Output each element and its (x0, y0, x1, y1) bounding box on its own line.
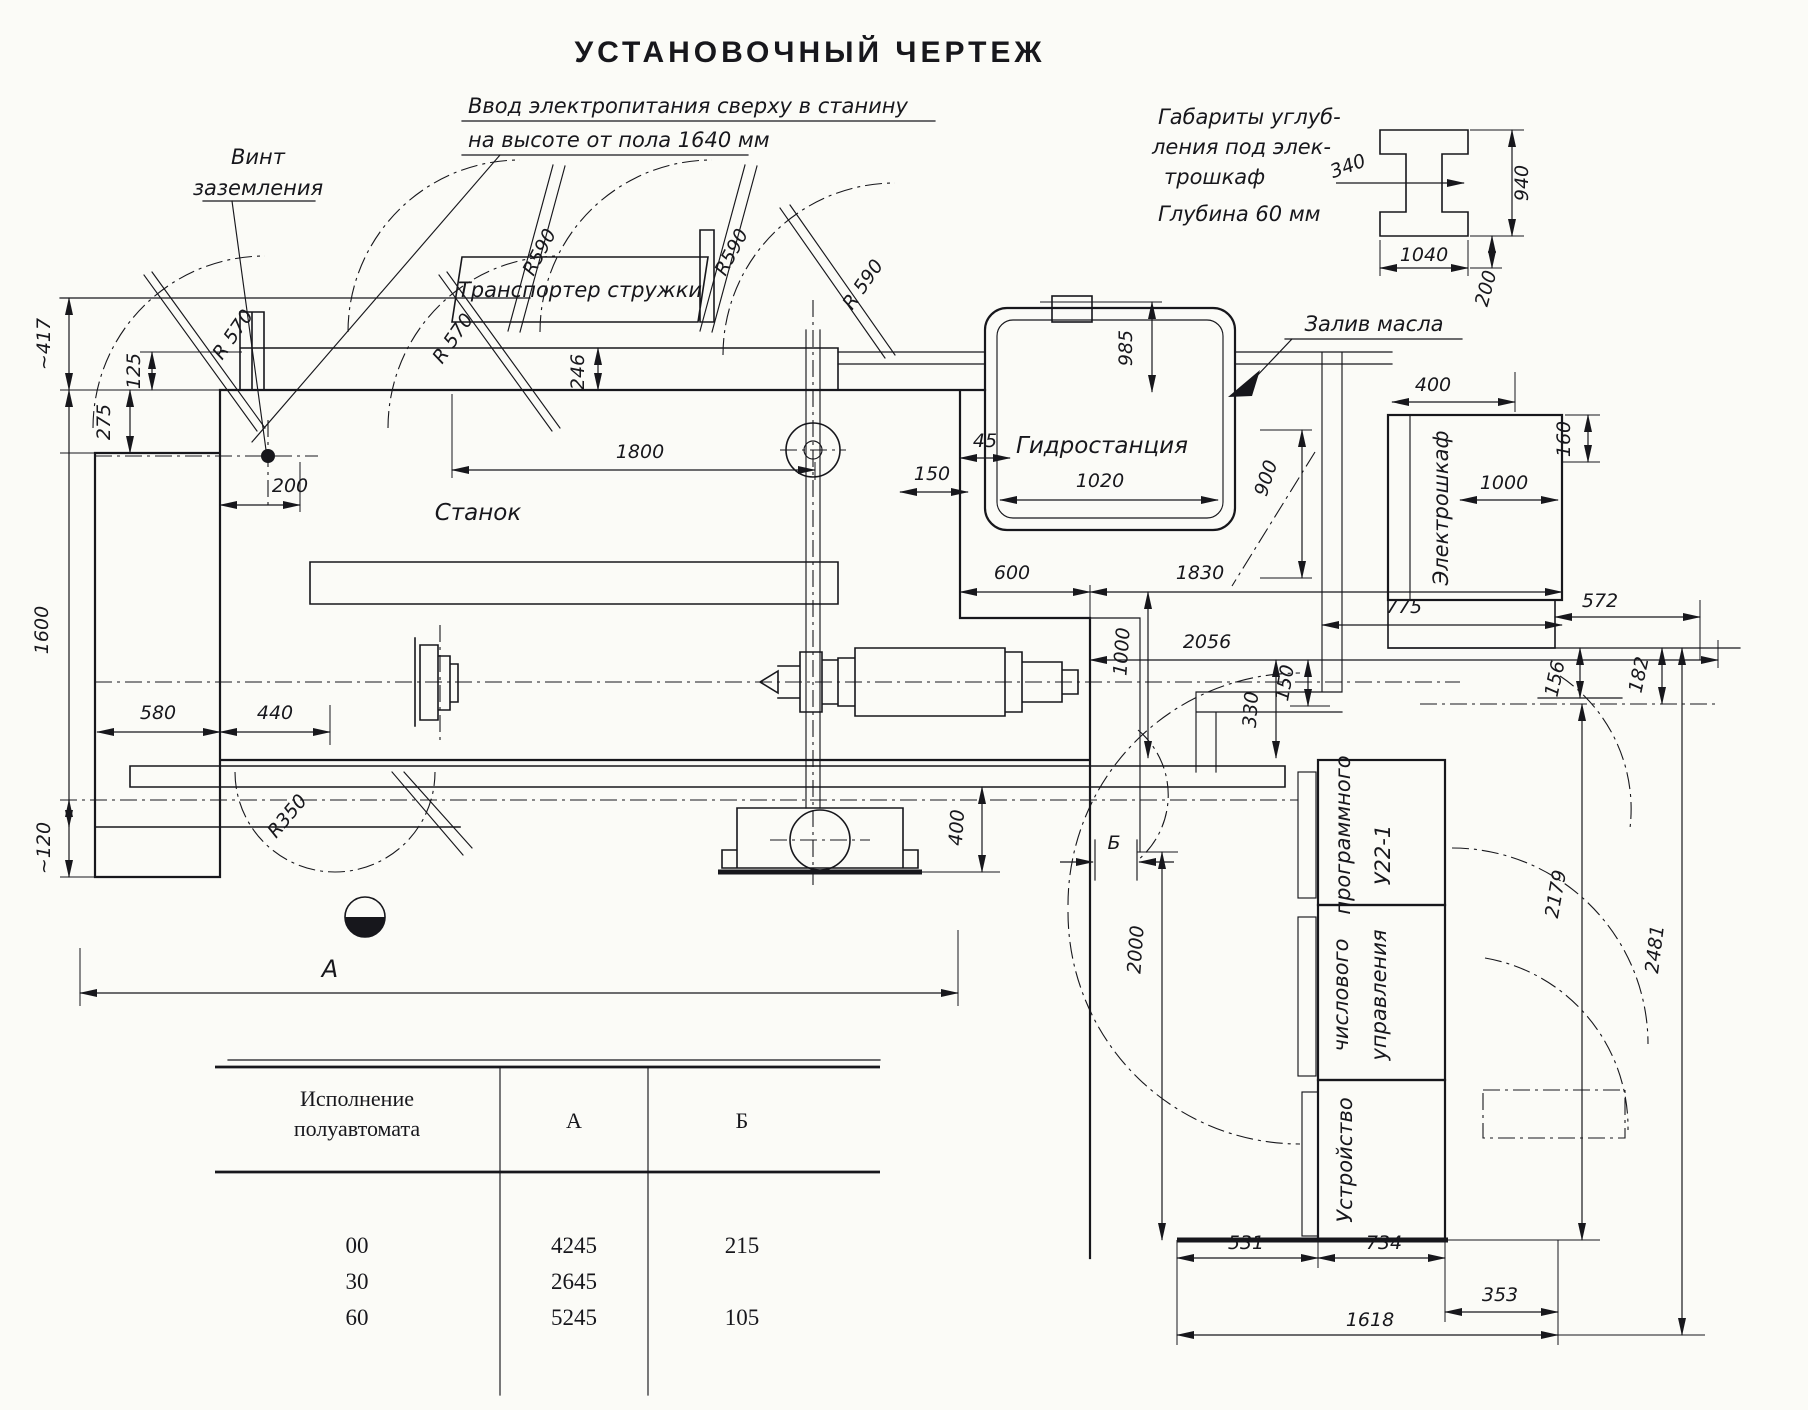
dim-940: 940 (1511, 164, 1533, 202)
title-block (574, 35, 1045, 69)
dim-985: 985 (1115, 329, 1137, 367)
dim-1800-ext (452, 394, 815, 480)
dim-45: 45 (972, 430, 998, 452)
dim-a: А (321, 955, 339, 983)
dim-353: 353 (1481, 1284, 1519, 1306)
cnc-cabinets (1068, 618, 1648, 1240)
oil-fill-note: Залив масла (1304, 312, 1444, 336)
recess-note-line2: ления под элек- (1152, 135, 1331, 159)
cnc-arc-5 (1485, 958, 1628, 1130)
dim-246: 246 (567, 353, 589, 391)
table-cell: 105 (724, 1305, 760, 1330)
hydro-outer (985, 308, 1235, 530)
table-row (346, 1233, 760, 1258)
dim-580: 580 (139, 702, 177, 724)
floor-level-symbol (345, 897, 385, 937)
spindle-assembly (310, 562, 1078, 726)
spec-table (215, 1060, 880, 1395)
dim-440: 440 (256, 702, 294, 724)
table-header-col1-line1: Исполнение (300, 1086, 414, 1111)
table-row (346, 1269, 598, 1294)
dim-1000-cab: 1000 (1479, 472, 1529, 494)
machine-bed-outline (95, 390, 1090, 1258)
dim-156: 156 (1540, 658, 1570, 699)
machine-label: Станок (434, 500, 522, 526)
table-cell: 215 (724, 1233, 760, 1258)
dim-125: 125 (123, 352, 145, 390)
cnc-arc-1 (1068, 673, 1300, 905)
table-header-col2: А (566, 1108, 582, 1133)
cnc-door-3 (1302, 1092, 1318, 1236)
dim-200: 200 (271, 475, 309, 497)
dim-r590-2: R590 (710, 225, 754, 280)
dim-2000: 2000 (1123, 924, 1149, 975)
table-cell: 5245 (551, 1305, 597, 1330)
dim-1020: 1020 (1075, 470, 1125, 492)
dim-572: 572 (1581, 590, 1619, 612)
dim-340: 340 (1327, 149, 1369, 183)
cnc-phantom-box (1483, 1090, 1625, 1138)
table-header-col1-line2: полуавтомата (293, 1116, 421, 1141)
dim-120: ~120 (33, 821, 55, 875)
dim-1000-cnc: 1000 (1109, 626, 1135, 677)
right-ext-lines (1090, 585, 1718, 1335)
oil-fill-arrow-icon (1228, 370, 1260, 397)
dim-400-cab: 400 (1414, 374, 1452, 396)
drive-shaft (718, 330, 1000, 872)
dim-900-ext (1260, 430, 1312, 578)
dim-600: 600 (993, 562, 1031, 584)
dim-2179: 2179 (1541, 868, 1572, 920)
page-title: УСТАНОВОЧНЫЙ ЧЕРТЕЖ (574, 36, 1046, 69)
dim-275: 275 (93, 403, 115, 441)
table-header-col3: Б (735, 1108, 749, 1133)
dim-1618: 1618 (1345, 1309, 1395, 1331)
dim-r570-left: R 570 (208, 305, 259, 364)
cnc-door-1 (1298, 772, 1316, 898)
conveyor-label: Транспортер стружки (457, 278, 703, 302)
cabinet-label: Электрошкаф (1429, 430, 1453, 586)
dim-r570-right: R 570 (428, 309, 479, 368)
dim-1830: 1830 (1175, 562, 1225, 584)
datum-a (80, 930, 958, 1006)
dim-330: 330 (1238, 690, 1264, 729)
cnc-label-line3: числового (1329, 938, 1353, 1052)
dim-150-cnc: 150 (1271, 663, 1300, 703)
cnc-door-2 (1298, 917, 1316, 1076)
arc-r590-1 (348, 160, 520, 332)
dim-400-pedal: 400 (944, 808, 970, 847)
dim-2056: 2056 (1182, 631, 1232, 653)
dim-r590-1: R590 (518, 225, 562, 280)
dim-200-recess: 200 (1470, 268, 1502, 309)
electrical-cabinet (838, 352, 1740, 772)
cnc-label-line1: программного (1331, 755, 1355, 915)
pedal-outline (722, 808, 918, 868)
hydro-label: Гидростанция (1016, 433, 1188, 459)
table-cell: 60 (345, 1305, 369, 1330)
recess-detail (1151, 105, 1533, 309)
cnc-label-line5: Устройство (1333, 1097, 1357, 1223)
dim-2481: 2481 (1641, 923, 1669, 975)
spindle-parts (310, 562, 1078, 726)
dim-417: ~417 (33, 317, 55, 371)
dim-1800: 1800 (615, 441, 665, 463)
dim-900: 900 (1250, 457, 1283, 499)
dim-160: 160 (1553, 420, 1575, 458)
leaf-r350 (392, 772, 472, 855)
dim-r590-3: R 590 (838, 255, 889, 314)
cnc-label-line2: У22-1 (1371, 824, 1395, 886)
dim-775: 775 (1385, 596, 1423, 618)
arc-r590-2 (540, 160, 712, 332)
recess-note-line4: Глубина 60 мм (1158, 202, 1321, 226)
recess-note-line1: Габариты углуб- (1158, 105, 1341, 129)
dimensions-top (452, 394, 815, 480)
dim-1600: 1600 (31, 605, 53, 655)
level-symbol-half-icon (345, 917, 385, 937)
table-row (346, 1305, 760, 1330)
dim-b: Б (1107, 832, 1121, 854)
table-cell: 2645 (551, 1269, 597, 1294)
power-entry-note-line2: на высоте от пола 1640 мм (468, 128, 770, 152)
cabinet-outline (1388, 415, 1562, 600)
dim-531: 531 (1227, 1232, 1265, 1254)
annotation-ground-screw (95, 145, 323, 505)
cnc-arc-3 (1560, 676, 1631, 828)
ground-screw-note-line1: Винт (230, 145, 286, 169)
cnc-label-line4: управления (1367, 929, 1391, 1061)
datum-a-ext (80, 930, 958, 1006)
dim-182: 182 (1624, 654, 1654, 695)
cnc-arc-6 (1138, 730, 1168, 860)
ground-screw-note-line2: заземления (192, 176, 324, 200)
table-cell: 00 (345, 1233, 369, 1258)
table-cell: 30 (345, 1269, 369, 1294)
dimensions-left (31, 298, 330, 877)
cnc-arc-2 (1068, 912, 1300, 1144)
recess-note-line3: трошкаф (1164, 165, 1266, 189)
hydro-station (900, 296, 1315, 586)
dim-1040: 1040 (1399, 244, 1449, 266)
cable-duct (838, 352, 1392, 772)
power-entry-note-line1: Ввод электропитания сверху в станину (468, 94, 908, 118)
dim-150-hydro: 150 (913, 463, 951, 485)
dim-r350: R350 (263, 790, 312, 843)
dim-734: 734 (1365, 1232, 1403, 1254)
table-cell: 4245 (551, 1233, 597, 1258)
